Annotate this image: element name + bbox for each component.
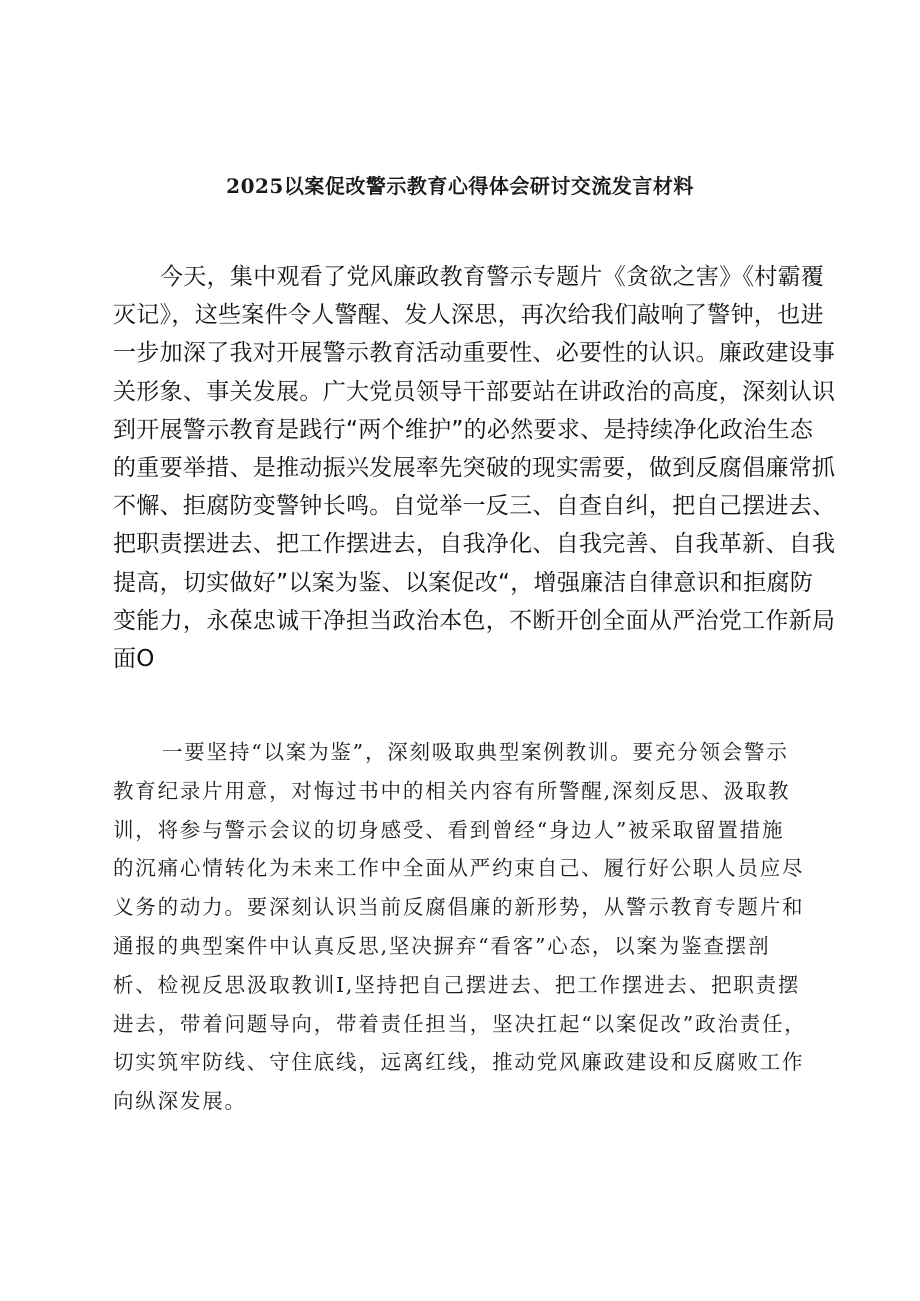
paragraph-2-line: 进去，带着问题导向，带着责任担当，坚决扛起“以案促改”政治责任， [113, 1011, 807, 1036]
paragraph-1-line: 不懈、拒腐防变警钟长鸣。自觉举一反三、自查自纠，把自己摆进去、 [113, 493, 836, 520]
paragraph-1-line: 提高，切实做好”以案为鉴、以案促改“，增强廉洁自律意识和拒腐防 [113, 569, 814, 596]
paragraph-1 [113, 258, 836, 678]
paragraph-2 [113, 733, 833, 1121]
paragraph-1-line: 把职责摆进去、把工作摆进去，自我净化、自我完善、自我革新、自我 [113, 531, 836, 558]
paragraph-1-line: 到开展警示教育是践行“两个维护”的必然要求、是持续净化政治生态 [113, 416, 814, 443]
document-title: 2025以案促改警示教育心得体会研讨交流发言材料 [226, 174, 694, 198]
paragraph-1-line: 灭记》，这些案件令人警醒、发人深思，再次给我们敲响了警钟，也进 [113, 302, 824, 329]
paragraph-2-line: 训，将参与警示会议的切身感受、看到曾经“身边人”被采取留置措施 [113, 817, 785, 842]
paragraph-2-line: 析、检视反思汲取教训I,坚持把自己摆进去、把工作摆进去、把职责摆 [113, 972, 801, 997]
paragraph-2-line: 教育纪录片用意，对悔过书中的相关内容有所警醒,深刻反思、汲取教 [113, 778, 791, 803]
paragraph-1-line: 的重要举措、是推动振兴发展率先突破的现实需要，做到反腐倡廉常抓 [113, 455, 836, 482]
paragraph-1-line: 面O [113, 646, 155, 673]
paragraph-2-line: 向纵深发展。 [113, 1089, 247, 1114]
paragraph-2-line: 一要坚持“以案为鉴”，深刻吸取典型案例教训。要充分领会警示 [162, 740, 789, 764]
paragraph-1-line: 关形象、事关发展。广大党员领导干部要站在讲政治的高度，深刻认识 [113, 378, 836, 405]
paragraph-1-line: 今天，集中观看了党风廉政教育警示专题片《贪欲之害》《村霸覆 [160, 264, 825, 290]
paragraph-2-line: 切实筑牢防线、守住底线，远离红线，推动党风廉政建设和反腐败工作 [113, 1050, 805, 1075]
paragraph-2-line: 的沉痛心情转化为未来工作中全面从严约束自己、履行好公职人员应尽 [113, 856, 805, 881]
paragraph-1-line: 变能力，永葆忠诚干净担当政治本色，不断开创全面从严治党工作新局 [113, 607, 836, 634]
paragraph-1-line: 一步加深了我对开展警示教育活动重要性、必要性的认识。廉政建设事 [113, 340, 836, 367]
paragraph-2-line: 通报的典型案件中认真反思,坚决摒弃“看客”心态，以案为鉴查摆剖 [113, 933, 771, 958]
paragraph-2-line: 义务的动力。要深刻认识当前反腐倡廉的新形势，从警示教育专题片和 [113, 895, 805, 920]
